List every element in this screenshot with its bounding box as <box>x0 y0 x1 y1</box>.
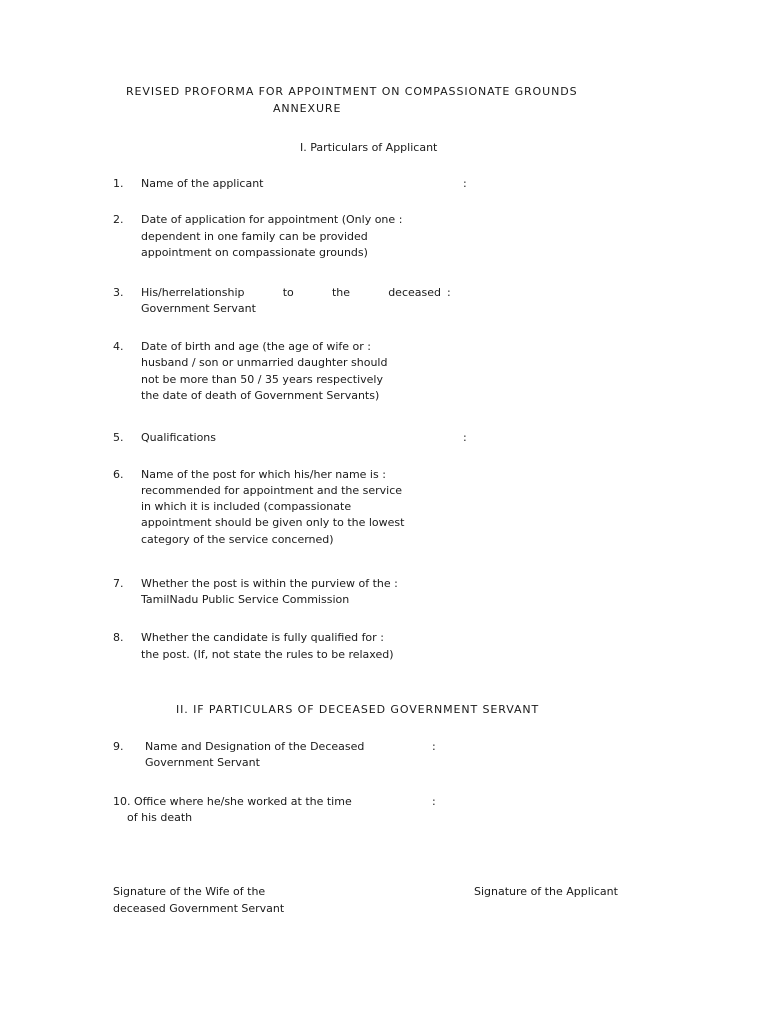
section-1-heading: I. Particulars of Applicant <box>300 141 438 154</box>
signature-wife-line-1: Signature of the Wife of the <box>113 885 266 898</box>
item-1-number: 1. <box>113 177 124 190</box>
item-7-first-row <box>141 576 398 592</box>
item-10-colon: : <box>432 795 436 808</box>
item-3-text-line-1: His/herrelationship to the deceased <box>141 286 441 299</box>
item-2-text-line-3: appointment on compassionate grounds) <box>141 246 368 259</box>
item-3-number: 3. <box>113 286 124 299</box>
section-2-heading: II. IF PARTICULARS OF DECEASED GOVERNMENT SERVANT <box>176 703 540 716</box>
item-5-text-line-1: Qualifications <box>141 431 217 444</box>
item-2-text-line-1: Date of application for appointment (Only one <box>141 213 396 226</box>
item-6-text-line-5: category of the service concerned) <box>141 533 334 546</box>
item-10-text-line-1: Office where he/she worked at the time <box>134 795 352 808</box>
annexure-label: ANNEXURE <box>273 102 342 115</box>
item-7-number: 7. <box>113 577 124 590</box>
item-6-text-line-3: in which it is included (compassionate <box>141 500 352 513</box>
item-4-text-line-1: Date of birth and age (the age of wife or <box>141 340 364 353</box>
item-6-text-line-4: appointment should be given only to the lowest <box>141 516 405 529</box>
document-title: REVISED PROFORMA FOR APPOINTMENT ON COMPASSIONATE GROUNDS <box>126 85 578 98</box>
item-7-text-line-1: Whether the post is within the purview of the <box>141 577 391 590</box>
item-4-text-line-4: the date of death of Government Servants) <box>141 389 380 402</box>
item-6-text-line-1: Name of the post for which his/her name is <box>141 468 379 481</box>
item-6-first-row <box>141 467 386 483</box>
item-1-text-line-1: Name of the applicant <box>141 177 264 190</box>
item-5-number: 5. <box>113 431 124 444</box>
signature-wife-line-2: deceased Government Servant <box>113 902 285 915</box>
item-4-colon: : <box>367 340 371 353</box>
item-7-text-line-2: TamilNadu Public Service Commission <box>141 593 350 606</box>
item-6-number: 6. <box>113 468 124 481</box>
item-8-first-row <box>141 630 384 646</box>
item-3-colon: : <box>447 286 451 299</box>
item-10-text-line-2: of his death <box>127 811 193 824</box>
item-9-text-line-1: Name and Designation of the Deceased <box>145 740 365 753</box>
item-8-number: 8. <box>113 631 124 644</box>
item-4-number: 4. <box>113 340 124 353</box>
item-10-number: 10. <box>113 795 131 808</box>
item-6-text-line-2: recommended for appointment and the service <box>141 484 403 497</box>
item-8-colon: : <box>380 631 384 644</box>
item-9-number: 9. <box>113 740 124 753</box>
item-2-colon: : <box>398 213 403 226</box>
item-2-number: 2. <box>113 213 124 226</box>
item-6-colon: : <box>382 468 386 481</box>
item-2-text-line-2: dependent in one family can be provided <box>141 230 368 243</box>
item-9-text-line-2: Government Servant <box>145 756 260 769</box>
item-9-colon: : <box>432 740 436 753</box>
item-3-text-line-2: Government Servant <box>141 302 256 315</box>
item-8-text-line-2: the post. (If, not state the rules to be relaxed) <box>141 648 394 661</box>
item-4-text-line-2: husband / son or unmarried daughter should <box>141 356 388 369</box>
item-7-colon: : <box>394 577 398 590</box>
item-2-first-row <box>141 212 402 228</box>
item-4-first-row <box>141 339 371 355</box>
item-1-colon: : <box>463 177 467 190</box>
item-4-text-line-3: not be more than 50 / 35 years respectively <box>141 373 383 386</box>
item-5-colon: : <box>463 431 467 444</box>
item-8-text-line-1: Whether the candidate is fully qualified for <box>141 631 377 644</box>
signature-applicant: Signature of the Applicant <box>474 885 618 898</box>
